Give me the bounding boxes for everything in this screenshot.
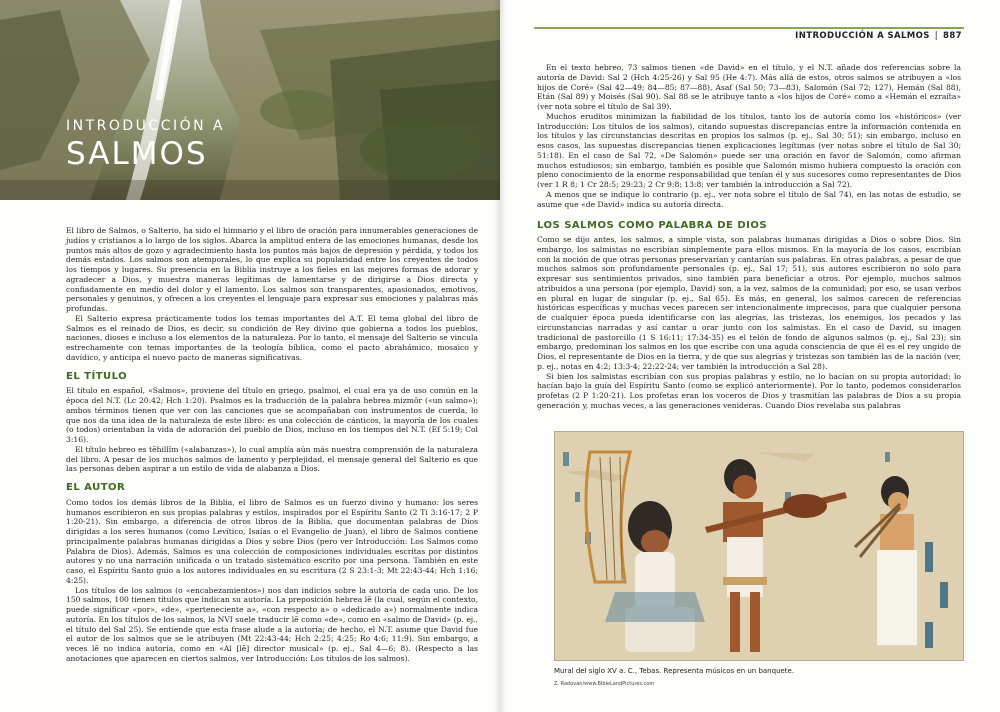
intro-paragraph-1: El libro de Salmos, o Salterio, ha sido el himnario y el libro de oración para innumerables generaciones de judíos y cristianos a lo largo de los siglos. Abarca la amplitud entera de las emociones humanas, desde los puntos más altos de gozo y agradecimiento hasta los puntos más bajos de depresión y pérdida, y todos los demás estados. Los salmos son atemporales, lo que explica su popularidad entre los creyentes de todos los tiempos y lugares. Su presencia en la Biblia instruye a los fieles en las mejores formas de adorar y agradecer a Dios, y muestra maneras legítimas de lamentarse y de dirigirse a Dios directa y confiadamente en medio del dolor y el lamento. Los salmos son transparentes, apasionados, emotivos, personales y genuinos, y ofrecen a los creyentes el lenguaje para expresar sus emociones y palabras más profundas.	[66, 226, 478, 313]
right-paragraph-2: Muchos eruditos minimizan la fiabilidad de los títulos, tanto los de autoría como los «históricos» (ver Introducción: Los títulos de los salmos), citando supuestas discrepancias entre la información contenida en los títulos y las circunstancias descritas en propios los salmos (p. ej., Sal 30; 51); sin embargo, incluso en esos casos, las supuestas discrepancias tienen explicaciones legítimas (ver notas sobre el título de Sal 30; 51:18). En el caso de Sal 72, «De Salomón» puede ser una oración en favor de Salomón, como afirman muchos estudiosos; sin embargo, también es posible que Salomón mismo hubiera compuesto la oración con pleno conocimiento de la enorme responsabilidad que tenían él y sus sucesores como representantes de Dios (ver 1 R 8; 1 Cr 28:5; 29:23; 2 Cr 9:8; 13:8; ver también la introducción a Sal 72).	[537, 111, 961, 189]
right-paragraph-3: A menos que se indique lo contrario (p. ej., ver nota sobre el título de Sal 74), en las notas de estudio, se asume que «de David» indica su autoría directa.	[537, 189, 961, 209]
intro-paragraph-2: El Salterio expresa prácticamente todos los temas importantes del A.T. El tema global del libro de Salmos es el reinado de Dios, es decir, su condición de Rey divino que gobierna a todos los pueblos, naciones, dioses e incluso a los elementos de la naturaleza. Por lo tanto, el mensaje del Salterio se vincula estrechamente con temas importantes de la teología bíblica, como el pacto abrahámico, mosaico y davídico, y anticipa el nuevo pacto de maneras significativas.	[66, 313, 478, 362]
header-separator: |	[934, 31, 939, 41]
figure-caption: Mural del siglo XV a. C., Tebas. Representa músicos en un banquete.	[554, 667, 795, 675]
right-paragraph-1: En el texto hebreo, 73 salmos tienen «de David» en el título, y el N.T. añade dos referencias sobre la autoría de David: Sal 2 (Hch 4:25-26) y Sal 95 (He 4:7). Más allá de estos, otros salmos se atribuyen a «los hijos de Coré» (Sal 42—49; 84—85; 87—88), Asaf (Sal 50; 73—83), Salomón (Sal 72; 127), Hemán (Sal 88), Etán (Sal 89) y Moisés (Sal 90). Sal 88 se le atribuye tanto a «los hijos de Coré» como a «Hemán el ezraíta» (ver nota sobre el título de Sal 39).	[537, 63, 961, 111]
running-header	[795, 31, 962, 41]
mural-image	[554, 431, 964, 661]
hero-kicker: INTRODUCCIÓN A	[66, 118, 226, 134]
heading-el-autor: EL AUTOR	[66, 482, 126, 493]
header-rule	[534, 27, 964, 29]
right-column	[537, 63, 961, 411]
egyptian-mural-illustration	[555, 432, 963, 660]
autor-paragraph-1: Como todos los demás libros de la Biblia, el libro de Salmos es un fuerzo divino y humano: los seres humanos escribieron en sus propias palabras y estilos, inspirados por el Espíritu Santo (2 Ti 3:16-17; 2 P 1:20-21). Sin embargo, a diferencia de otros libros de la Biblia, que documentan palabras de Dios dirigidas a los seres humanos (como Levítico, Isaías o el Evangelio de Juan), el libro de Salmos contiene principalmente palabras humanas dirigidas a Dios y sobre Dios (pero ver Introducción: Los Salmos como Palabra de Dios). Además, Salmos es una colección de composiciones individuales escritas por distintos autores y no una narración unificada o un tratado sistemático escrito por una persona. También en este caso, el Espíritu Santo guio a los autores individuales en su escritura (2 S 23:1-3; Mt 22:43-44; Hch 1:16; 4:25).	[66, 497, 478, 585]
heading-palabra-de-dios: LOS SALMOS COMO PALABRA DE DIOS	[537, 220, 768, 232]
right-paragraph-4: Como se dijo antes, los salmos, a simple vista, son palabras humanas dirigidas a Dios o sobre Dios. Sin embargo, los salmistas no escribían simplemente para ellos mismos. En la mayoría de los casos, escribían con la noción de que otras personas preservarían y cantarían sus palabras. En otras palabras, a pesar de que muchos salmos son profundamente personales (p. ej., Sal 17; 51), sus autores escribieron no solo para expresar sus sentimientos privados, sino también para beneficiar a otros. Por ejemplo, muchos salmos atribuidos a una persona (por ejemplo, David) son, a la vez, salmos de la comunidad; por eso, se usan verbos en plural en lugar de singular (p. ej., Sal 65). Es más, en general, los salmos carecen de referencias históricas específicas y muchas veces parecen ser intencionalmente imprecisos, para que cualquier persona de cualquier época pueda identificarse con las alegrías, las tristezas, los enemigos, los pecados y las circunstancias narradas y así cantar u orar junto con los salmistas. En el caso de David, su imagen tradicional de pastorcillo (1 S 16:11; 17:34-35) es el telón de fondo de algunos salmos (p. ej., Sal 23); sin embargo, predominan los salmos en los que escribe con una aguda consciencia de que él es el rey ungido de Dios, el representante de Dios en la tierra, y de que sus alegrías y tristezas son también las de la nación (ver, p. ej., notas en 4:2; 13:3-4; 22:22-24; ver también la introducción a Sal 28).	[537, 235, 961, 371]
titulo-paragraph-2: El título hebreo es tĕhillîm («alabanzas»), lo cual amplía aún más nuestra comprensión de la naturaleza del libro. A pesar de los muchos salmos de lamento y perplejidad, el mensaje general del Salterio es que las personas deben aspirar a un estilo de vida de alabanza a Dios.	[66, 444, 478, 474]
hero-book-title: SALMOS	[66, 136, 208, 172]
left-column	[66, 226, 478, 664]
hero-title	[66, 118, 225, 172]
page-number: 887	[943, 31, 962, 41]
autor-paragraph-2: Los títulos de los salmos (o «encabezamientos») nos dan indicios sobre la autoría de cada uno. De los 150 salmos, 100 tienen títulos que indican su autoría. La preposición hebrea lĕ (la cual, según el contexto, puede significar «por», «de», «perteneciente a», «con respecto a» o «dedicado a») normalmente indica autoría. En los títulos de los salmos, la NVI suele traducir lĕ como «de», como en «salmo de David» (p. ej., el título del Sal 25). Se entiende que esta frase alude a la autoría; de hecho, el N.T. asume que David fue el autor de los salmos que se le atribuyen (Mt 22:43-44; Hch 2:25; 4:25; Ro 4:6; 11:9). Sin embargo, a veces lĕ no indica autoría, como en «Al [lĕ] director musical» (p. ej., Sal 4—6; 8). (Respecto a las anotaciones que aparecen en ciertos salmos, ver Introducción: Los títulos de los salmos).	[66, 585, 478, 663]
right-paragraph-5: Si bien los salmistas escribían con sus propias palabras y estilo, no lo hacían on su propia autoridad; lo hacían bajo la guía del Espíritu Santo (como se explicó anteriormente). Por lo tanto, podemos considerarlos profetas (2 P 1:20-21). Los profetas eran los voceros de Dios y trasmitían las palabras de Dios a su propia generación y, muchas veces, a las generaciones venideras. Cuando Dios revelaba sus palabras	[537, 371, 961, 410]
figure-credit: Z. Radovan/www.BibleLandPictures.com	[554, 681, 655, 687]
running-title: INTRODUCCIÓN A SALMOS	[795, 31, 930, 41]
titulo-paragraph-1: El título en español, «Salmos», proviene del título en griego, psalmoi, el cual era ya de uso común en la época del N.T. (Lc 20:42; Hch 1:20). Psalmos es la traducción de la palabra hebrea mizmōr («un salmo»); ambos términos tienen que ver con las canciones que se acompañaban con instrumentos de cuerda, lo que nos da una idea de la naturaleza de este libro: es una colección de cánticos, la mayoría de los cuales (o todos) orientaban la vida de adoración del pueblo de Dios, incluso en los tiempos del N.T. (Ef 5:19; Col 3:16).	[66, 386, 478, 444]
heading-el-titulo: EL TÍTULO	[66, 370, 128, 382]
book-gutter	[494, 0, 506, 712]
hero-image	[0, 0, 500, 200]
